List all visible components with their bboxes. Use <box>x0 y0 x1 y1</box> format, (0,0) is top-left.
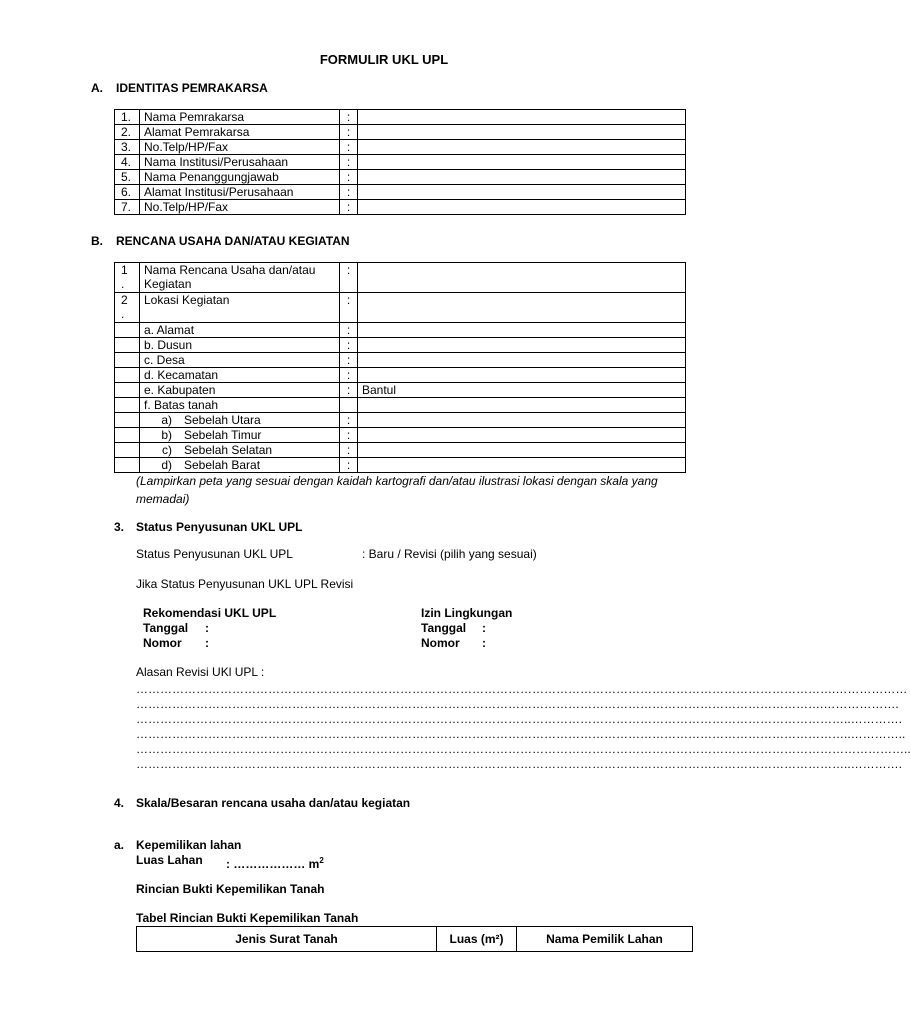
row-value-field[interactable] <box>358 155 686 170</box>
row-number: 3. <box>115 140 140 155</box>
section-a-label: A. <box>91 81 103 95</box>
alasan-line-5[interactable]: ………………………………………………………………………………………………………………………………………………………………………….. <box>136 742 911 756</box>
row-value-field[interactable] <box>358 263 686 293</box>
alasan-line-6[interactable]: ……………………………………………………………………………………………………………………………………………………………..…………. <box>136 757 903 771</box>
row-value-field[interactable] <box>358 368 686 383</box>
row-value-field[interactable] <box>358 170 686 185</box>
status-label: Status Penyusunan UKL UPL <box>136 547 293 561</box>
row-value-field[interactable] <box>358 185 686 200</box>
table-row <box>115 263 686 293</box>
bukti-kepemilikan-table <box>136 926 693 952</box>
row-number <box>115 323 140 338</box>
alasan-line-3[interactable]: ……………………………………………………………………………………………………………………………………………………………..…………. <box>136 712 903 726</box>
table-row <box>115 200 686 215</box>
table-row <box>115 398 686 413</box>
row-number <box>115 428 140 443</box>
table-row <box>115 185 686 200</box>
row-colon: : <box>340 110 358 125</box>
table-row <box>115 140 686 155</box>
section-4a-heading: Kepemilikan lahan <box>136 838 242 852</box>
row-colon: : <box>340 155 358 170</box>
row-label <box>140 428 340 443</box>
row-colon: : <box>340 353 358 368</box>
row-number: 1. <box>115 110 140 125</box>
row-value-field[interactable] <box>358 398 686 413</box>
row-colon: : <box>340 200 358 215</box>
section-b-heading: RENCANA USAHA DAN/ATAU KEGIATAN <box>116 234 350 248</box>
rekomendasi-nomor-label: Nomor <box>143 636 182 650</box>
table-row <box>115 368 686 383</box>
row-colon: : <box>340 443 358 458</box>
row-colon: : <box>340 185 358 200</box>
identitas-table <box>114 109 686 215</box>
row-value-field[interactable] <box>358 293 686 323</box>
table-row <box>115 383 686 398</box>
row-label: No.Telp/HP/Fax <box>140 140 340 155</box>
row-value-field[interactable] <box>358 140 686 155</box>
table-row <box>115 125 686 140</box>
row-label: Alamat Institusi/Perusahaan <box>140 185 340 200</box>
table-header-row <box>137 927 693 952</box>
row-colon: : <box>340 383 358 398</box>
izin-nomor-label: Nomor <box>421 636 460 650</box>
row-label: f. Batas tanah <box>140 398 340 413</box>
row-number: 6. <box>115 185 140 200</box>
header-luas: Luas (m²) <box>437 927 517 952</box>
row-value-field[interactable] <box>358 443 686 458</box>
row-colon <box>340 398 358 413</box>
section-4a-label: a. <box>114 838 125 852</box>
section-4-label: 4. <box>114 796 125 810</box>
izin-tanggal-label: Tanggal <box>421 621 467 635</box>
row-value-field[interactable]: Bantul <box>358 383 686 398</box>
row-number <box>115 353 140 368</box>
row-label: Alamat Pemrakarsa <box>140 125 340 140</box>
row-label: e. Kabupaten <box>140 383 340 398</box>
row-colon: : <box>340 323 358 338</box>
batas-prefix: d) <box>161 458 172 472</box>
table-row <box>115 293 686 323</box>
row-value-field[interactable] <box>358 428 686 443</box>
header-nama-pemilik: Nama Pemilik Lahan <box>517 927 693 952</box>
row-number <box>115 383 140 398</box>
table-row <box>115 338 686 353</box>
table-row <box>115 155 686 170</box>
row-value-field[interactable] <box>358 323 686 338</box>
table-row <box>115 353 686 368</box>
batas-prefix: a) <box>161 413 172 427</box>
row-number: 1 . <box>115 263 140 293</box>
batas-prefix: c) <box>162 443 172 457</box>
batas-label: Sebelah Selatan <box>184 443 273 457</box>
luas-lahan-value[interactable]: : ……………… $m^2$ <box>226 856 324 871</box>
row-number: 4. <box>115 155 140 170</box>
header-jenis-surat: Jenis Surat Tanah <box>137 927 437 952</box>
table-row <box>115 413 686 428</box>
row-number <box>115 338 140 353</box>
alasan-line-2[interactable]: ……………………………………………………………………………………………………………………………………………………….………………. <box>136 697 899 711</box>
row-number <box>115 443 140 458</box>
row-value-field[interactable] <box>358 353 686 368</box>
row-label: Nama Pemrakarsa <box>140 110 340 125</box>
row-colon: : <box>340 338 358 353</box>
row-label <box>140 413 340 428</box>
luas-lahan-label: Luas Lahan <box>136 853 203 867</box>
document-title: FORMULIR UKL UPL <box>319 52 449 67</box>
row-number <box>115 458 140 473</box>
row-value-field[interactable] <box>358 338 686 353</box>
table-row <box>115 323 686 338</box>
row-value-field[interactable] <box>358 458 686 473</box>
row-colon: : <box>340 170 358 185</box>
batas-label: Sebelah Utara <box>184 413 261 427</box>
row-label: c. Desa <box>140 353 340 368</box>
row-number: 5. <box>115 170 140 185</box>
row-number: 2. <box>115 125 140 140</box>
alasan-line-1[interactable]: ………………………………………………………………………………………………………………………………………………………….……………… <box>136 682 908 696</box>
izin-tanggal-colon[interactable]: : <box>482 621 486 635</box>
section-b-label: B. <box>91 234 103 248</box>
row-label: b. Dusun <box>140 338 340 353</box>
row-label: Nama Rencana Usaha dan/atau Kegiatan <box>140 263 340 293</box>
batas-label: Sebelah Timur <box>184 428 262 442</box>
section-a-heading: IDENTITAS PEMRAKARSA <box>116 81 268 95</box>
batas-prefix: b) <box>161 428 172 442</box>
row-colon: : <box>340 263 358 293</box>
table-row <box>115 443 686 458</box>
section-3-heading: Status Penyusunan UKL UPL <box>136 520 303 534</box>
row-value-field[interactable] <box>358 200 686 215</box>
alasan-line-4[interactable]: ……………………………………………………………………………………………………………………………………………………………..………….. <box>136 727 906 741</box>
row-value-field[interactable] <box>358 125 686 140</box>
row-number: 2 . <box>115 293 140 323</box>
rencana-table <box>114 262 686 473</box>
rekomendasi-heading: Rekomendasi UKL UPL <box>143 606 277 620</box>
row-label: Nama Penanggungjawab <box>140 170 340 185</box>
row-label: d. Kecamatan <box>140 368 340 383</box>
rekomendasi-nomor-colon[interactable]: : <box>205 636 209 650</box>
section-4-heading: Skala/Besaran rencana usaha dan/atau kegiatan <box>136 796 411 810</box>
row-value-field[interactable] <box>358 110 686 125</box>
table-row <box>115 458 686 473</box>
table-row <box>115 170 686 185</box>
row-colon: : <box>340 293 358 323</box>
table-row <box>115 428 686 443</box>
row-number <box>115 398 140 413</box>
batas-label: Sebelah Barat <box>184 458 261 472</box>
izin-nomor-colon[interactable]: : <box>482 636 486 650</box>
rekomendasi-tanggal-label: Tanggal <box>143 621 189 635</box>
status-value[interactable]: : Baru / Revisi (pilih yang sesuai) <box>362 547 537 561</box>
rekomendasi-tanggal-colon[interactable]: : <box>205 621 209 635</box>
row-label: No.Telp/HP/Fax <box>140 200 340 215</box>
row-colon: : <box>340 140 358 155</box>
section-3-label: 3. <box>114 520 125 534</box>
row-colon: : <box>340 368 358 383</box>
row-label: a. Alamat <box>140 323 340 338</box>
alasan-label: Alasan Revisi UKl UPL : <box>136 665 265 679</box>
row-colon: : <box>340 428 358 443</box>
tabel-label: Tabel Rincian Bukti Kepemilikan Tanah <box>136 911 359 925</box>
row-number: 7. <box>115 200 140 215</box>
row-label: Nama Institusi/Perusahaan <box>140 155 340 170</box>
row-number <box>115 368 140 383</box>
row-colon: : <box>340 458 358 473</box>
row-label <box>140 458 340 473</box>
revisi-label: Jika Status Penyusunan UKL UPL Revisi <box>136 577 354 591</box>
row-number <box>115 413 140 428</box>
note-line-1: (Lampirkan peta yang sesuai dengan kaidah kartografi dan/atau ilustrasi lokasi dengan skala yang <box>136 474 658 488</box>
note-line-2: memadai) <box>136 492 190 506</box>
row-colon: : <box>340 125 358 140</box>
table-row <box>115 110 686 125</box>
row-label: Lokasi Kegiatan <box>140 293 340 323</box>
row-value-field[interactable] <box>358 413 686 428</box>
izin-heading: Izin Lingkungan <box>421 606 513 620</box>
rincian-label: Rincian Bukti Kepemilikan Tanah <box>136 882 325 896</box>
row-colon: : <box>340 413 358 428</box>
row-label <box>140 443 340 458</box>
